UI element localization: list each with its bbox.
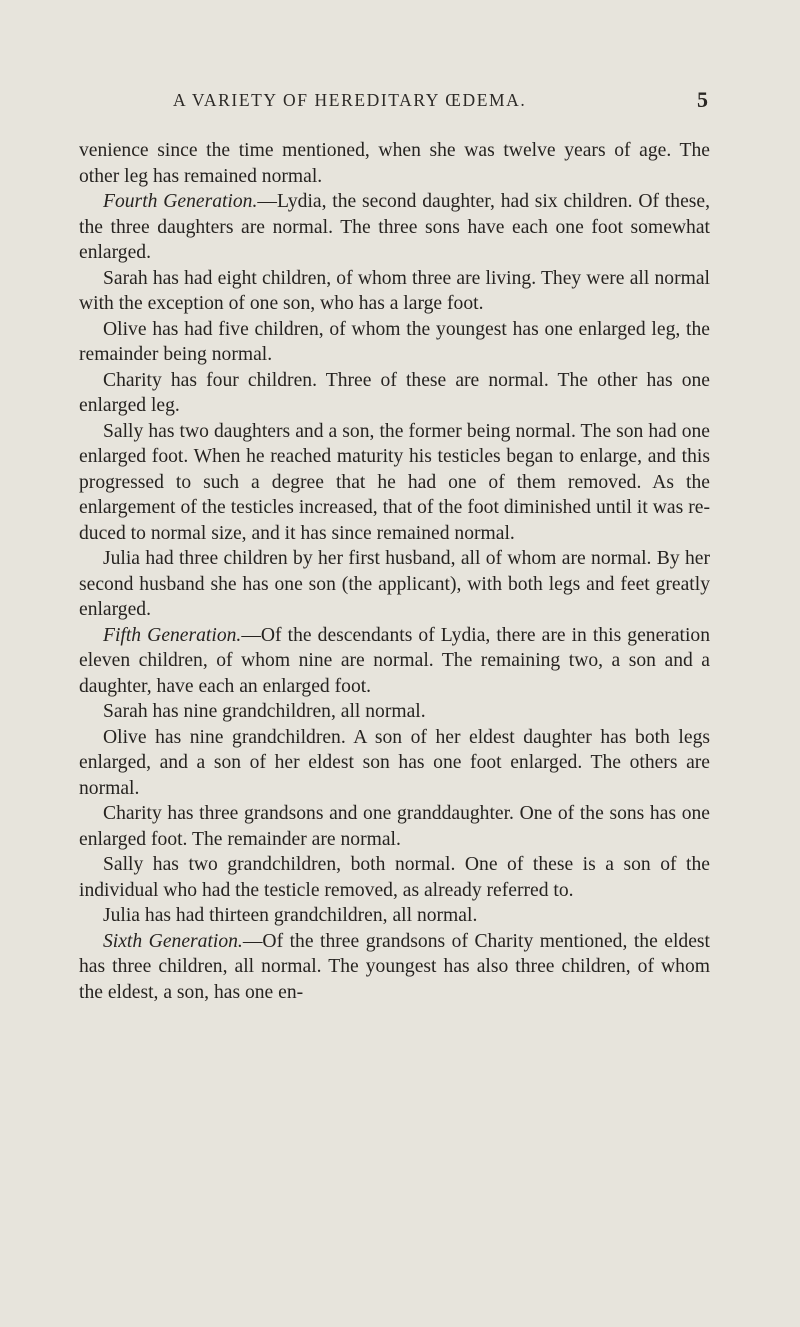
paragraph <box>79 801 710 852</box>
paragraph-text: Sally has two grandchildren, both normal. One of these is a son of the individual who had the testicle removed, as already referred to. <box>79 854 710 901</box>
paragraph <box>79 903 710 929</box>
paragraph <box>79 929 710 1006</box>
paragraph <box>79 419 710 547</box>
paragraph-text: —Of the three grandsons of Charity mentioned, the eldest has three children, all normal. The youngest has also three children, of whom the eldest, a son, has one en- <box>79 930 710 1003</box>
paragraph-text: Charity has three grandsons and one granddaughter. One of the sons has one enlarged foot. The remainder are normal. <box>79 803 710 850</box>
paragraph <box>79 623 710 700</box>
paragraph-text: Sarah has nine grandchildren, all normal. <box>103 701 426 722</box>
paragraph <box>79 852 710 903</box>
paragraph-text: —Of the descendants of Lydia, there are in this generation eleven children, of whom nine are normal. The remaining two, a son and a daughter, have each an enlarged foot. <box>79 624 710 697</box>
page-number: 5 <box>697 87 708 112</box>
paragraph-text: —Lydia, the second daughter, had six children. Of these, the three daughters are normal. The three sons have each one foot somewhat enlarged. <box>79 191 710 263</box>
paragraph-text: Julia has had thirteen grandchildren, all normal. <box>103 905 478 926</box>
paragraph <box>79 138 710 189</box>
paragraph-text: venience since the time mentioned, when she was twelve years of age. The other leg has remained normal. <box>79 140 710 187</box>
paragraph-text: Sarah has had eight children, of whom three are living. They were all normal with the exception of one son, who has a large foot. <box>79 267 710 314</box>
paragraph-text: Olive has had five children, of whom the youngest has one enlarged leg, the remainder being normal. <box>79 318 710 365</box>
running-title: A VARIETY OF HEREDITARY ŒDEMA. <box>173 90 527 110</box>
paragraph <box>79 725 710 802</box>
body-text <box>79 138 710 1005</box>
running-head <box>79 87 708 120</box>
paragraph <box>79 546 710 623</box>
paragraph-text: Julia had three children by her first husband, all of whom are normal. By her second husband she has one son (the applicant), with both legs and feet greatly enlarged. <box>79 548 710 620</box>
paragraph-text: Olive has nine grandchildren. A son of her eldest daughter has both legs enlarged, and a son of her eldest son has one foot enlarged. The others are normal. <box>79 726 710 799</box>
paragraph-text: Sally has two daughters and a son, the former being normal. The son had one enlarged foot. When he reached maturity his testicles began to enlarge, and this progressed to such a degree that he had one of them removed. As the enlargement of the testicles increased, that of the foot diminished until it was reduced to normal size, and it has since remained normal. <box>79 420 710 544</box>
paragraph <box>79 699 710 725</box>
paragraph <box>79 266 710 317</box>
section-heading: Fifth Generation. <box>103 624 242 646</box>
section-heading: Fourth Generation. <box>103 191 258 212</box>
paragraph-text: Charity has four children. Three of these are normal. The other has one enlarged leg. <box>79 369 710 416</box>
paragraph <box>79 189 710 266</box>
section-heading: Sixth Generation. <box>103 930 243 952</box>
paragraph <box>79 317 710 368</box>
paragraph <box>79 368 710 419</box>
